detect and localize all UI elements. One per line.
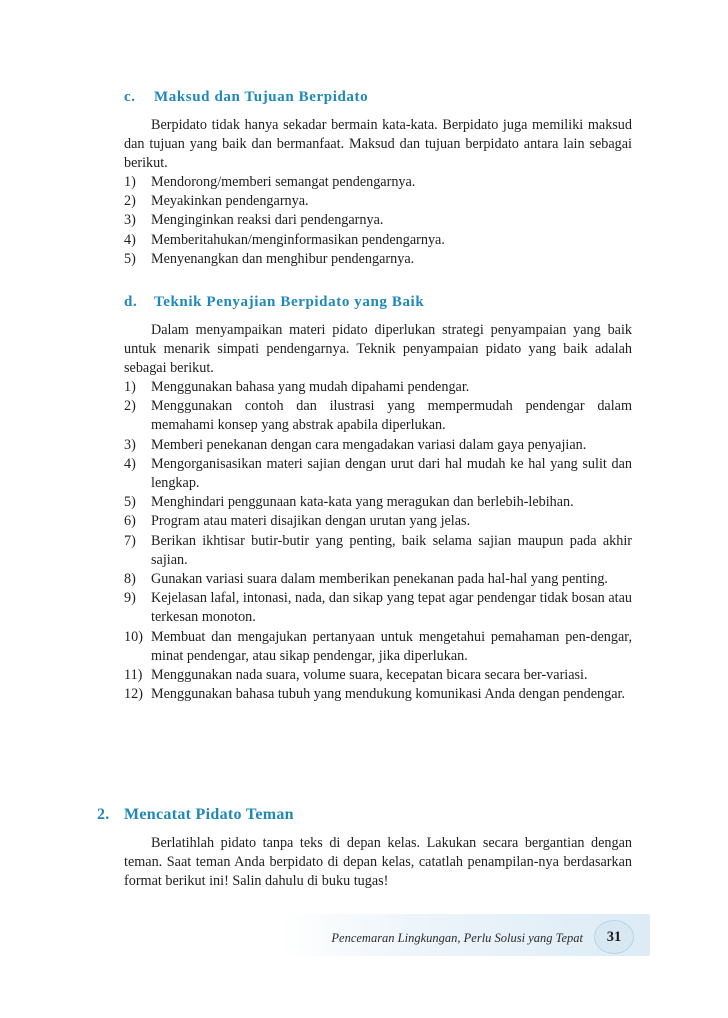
list-item: 12) Menggunakan bahasa tubuh yang mendukung komunikasi Anda dengan pendengar. — [124, 686, 625, 703]
section-c-title: Maksud dan Tujuan Berpidato — [154, 89, 369, 105]
list-item: 4) Mengorganisasikan materi sajian dengan urut dari hal mudah ke hal yang sulit dan lengkap. — [124, 455, 632, 492]
list-item: 5) Menyenangkan dan menghibur pendengarnya. — [124, 250, 415, 267]
section-2-intro: Berlatihlah pidato tanpa teks di depan kelas. Lakukan secara bergantian dengan teman. Saat teman Anda berpidato di depan kelas, catatlah penampilan-nya berdasarkan format berikut ini! Salin dahulu di buku tugas! — [124, 835, 632, 890]
list-item: 2) Meyakinkan pendengarnya. — [124, 193, 309, 210]
list-item: 11) Menggunakan nada suara, volume suara, kecepatan bicara secara ber-variasi. — [124, 667, 588, 684]
list-item: 10) Membuat dan mengajukan pertanyaan untuk mengetahui pemahaman pen-dengar, minat pendengar, atau sikap pendengar, jika diperlukan. — [124, 628, 632, 664]
section-d-heading — [124, 294, 424, 311]
section-2-title: Mencatat Pidato Teman — [124, 806, 294, 823]
list-item: 4) Memberitahukan/menginformasikan pendengarnya. — [124, 231, 445, 248]
section-c-list — [124, 173, 632, 269]
section-2-heading — [97, 806, 294, 824]
list-item: 2) Menggunakan contoh dan ilustrasi yang mempermudah pendengar dalam memahami konsep yang abstrak apabila diperlukan. — [124, 398, 632, 434]
list-item: 3) Menginginkan reaksi dari pendengarnya. — [124, 212, 384, 229]
page-number: 31 — [594, 920, 634, 954]
list-item: 9) Kejelasan lafal, intonasi, nada, dan sikap yang tepat agar pendengar tidak bosan atau terkesan monoton. — [124, 590, 632, 626]
section-d-list — [124, 378, 632, 704]
section-d-title: Teknik Penyajian Berpidato yang Baik — [154, 294, 425, 310]
list-item: 8) Gunakan variasi suara dalam memberikan penekanan pada hal-hal yang penting. — [124, 571, 608, 588]
section-c-intro: Berpidato tidak hanya sekadar bermain kata-kata. Berpidato juga memiliki maksud dan tujuan yang baik dan bermanfaat. Maksud dan tujuan berpidato antara lain sebagai berikut. — [124, 117, 632, 172]
list-item: 6) Program atau materi disajikan dengan urutan yang jelas. — [124, 513, 471, 530]
list-item: 5) Menghindari penggunaan kata-kata yang meragukan dan berlebih-lebihan. — [124, 494, 574, 511]
list-item: 1) Mendorong/memberi semangat pendengarnya. — [124, 174, 416, 190]
section-2-number: 2. — [97, 806, 110, 823]
list-item: 1) Menggunakan bahasa yang mudah dipahami pendengar. — [124, 379, 470, 395]
section-c-letter: c. — [124, 89, 136, 105]
section-d-intro: Dalam menyampaikan materi pidato diperlukan strategi penyampaian yang baik untuk menarik simpati pendengarnya. Teknik penyampaian pidato yang baik adalah sebagai berikut. — [124, 322, 632, 377]
list-item: 3) Memberi penekanan dengan cara mengadakan variasi dalam gaya penyajian. — [124, 436, 587, 453]
running-title: Pencemaran Lingkungan, Perlu Solusi yang Tepat — [331, 931, 583, 945]
list-item: 7) Berikan ikhtisar butir-butir yang penting, baik selama sajian maupun pada akhir sajian. — [124, 532, 632, 568]
section-d-letter: d. — [124, 294, 138, 310]
section-c-heading — [124, 89, 368, 106]
